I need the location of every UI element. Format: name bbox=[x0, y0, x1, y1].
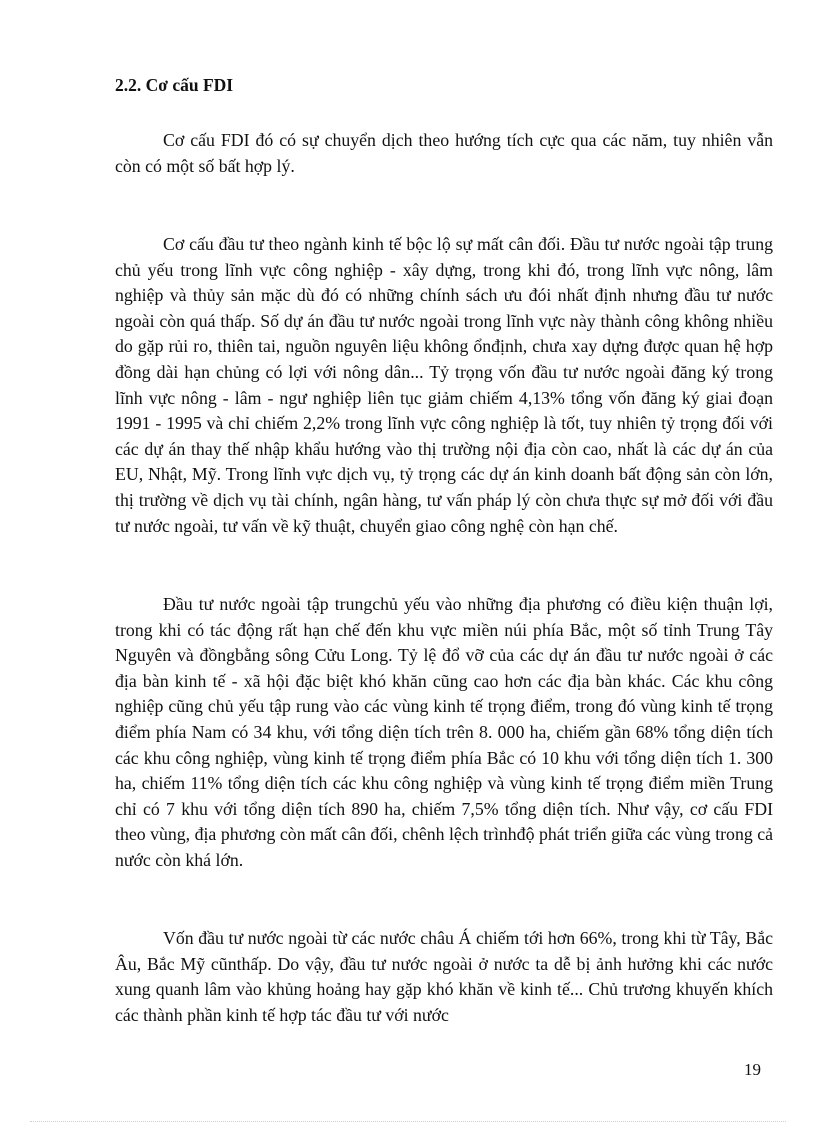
paragraph-sector-structure: Cơ cấu đầu tư theo ngành kinh tế bộc lộ sự mất cân đối. Đầu tư nước ngoài tập trung chủ yếu trong lĩnh vực công nghiệp - xây dựng, trong khi đó, trong lĩnh vực nông, lâm nghiệp và thủy sản mặc dù đó có những chính sách ưu đói nhất định nhưng đầu tư nước ngoài còn quá thấp. Số dự án đầu tư nước ngoài trong lĩnh vực này thành công không nhiều do gặp rủi ro, thiên tai, nguồn nguyên liệu không ổnđịnh, chưa xay dựng được quan hệ hợp đồng dài hạn chủng có lợi với nông dân... Tỷ trọng vốn đầu tư nước ngoài đăng ký trong lĩnh vực nông - lâm - ngư nghiệp liên tục giảm chiếm 4,13% tổng vốn đăng ký giai đoạn 1991 - 1995 và chỉ chiếm 2,2% trong lĩnh vực công nghiệp là tốt, tuy nhiên tỷ trọng đối với các dự án thay thế nhập khẩu hướng vào thị trường nội địa còn cao, nhất là các dự án của EU, Nhật, Mỹ. Trong lĩnh vực dịch vụ, tỷ trọng các dự án kinh doanh bất động sản còn lớn, thị trường về dịch vụ tài chính, ngân hàng, tư vấn pháp lý còn chưa thực sự mở đối với đầu tư nước ngoài, tư vấn về kỹ thuật, chuyển giao công nghệ còn hạn chế. bbox=[115, 234, 773, 536]
paragraph-source-countries: Vốn đầu tư nước ngoài từ các nước châu Á chiếm tới hơn 66%, trong khi từ Tây, Bắc Âu, Bắc Mỹ cũnthấp. Do vậy, đầu tư nước ngoài ở nước ta dễ bị ảnh hưởng khi các nước xung quanh lâm vào khủng hoảng hay gặp khó khăn về kinh tế... Chủ trương khuyến khích các thành phần kinh tế hợp tác đầu tư với nước bbox=[115, 928, 773, 1025]
paragraph-intro: Cơ cấu FDI đó có sự chuyển dịch theo hướng tích cực qua các năm, tuy nhiên vẫn còn có một số bất hợp lý. bbox=[115, 130, 773, 176]
paragraph-regional-structure: Đầu tư nước ngoài tập trungchủ yếu vào những địa phương có điều kiện thuận lợi, trong khi có tác động rất hạn chế đến khu vực miền núi phía Bắc, một số tỉnh Trung Tây Nguyên và đồngbằng sông Cửu Long. Tỷ lệ đổ vỡ của các dự án đầu tư nước ngoài ở các địa bàn kinh tế - xã hội đặc biệt khó khăn cũng cao hơn các địa bàn khác. Các khu công nghiệp cũng chủ yếu tập rung vào các vùng kinh tế trọng điểm, trong đó vùng kinh tế trọng điểm phía Nam có 34 khu, với tổng diện tích trên 8. 000 ha, chiếm gần 68% tổng diện tích các khu công nghiệp, vùng kinh tế trọng điểm phía Bắc có 10 khu với tổng diện tích 1. 300 ha, chiếm 11% tổng diện tích các khu công nghiệp và vùng kinh tế trọng điểm miền Trung chỉ có 7 khu với tổng diện tích 890 ha, chiếm 7,5% tổng diện tích. Như vậy, cơ cấu FDI theo vùng, địa phương còn mất cân đối, chênh lệch trìnhđộ phát triển giữa các vùng trong cả nước còn khá lớn. bbox=[115, 594, 773, 870]
footer-divider bbox=[30, 1121, 786, 1122]
page-number: 19 bbox=[744, 1060, 761, 1079]
section-heading: 2.2. Cơ cấu FDI bbox=[115, 75, 234, 95]
